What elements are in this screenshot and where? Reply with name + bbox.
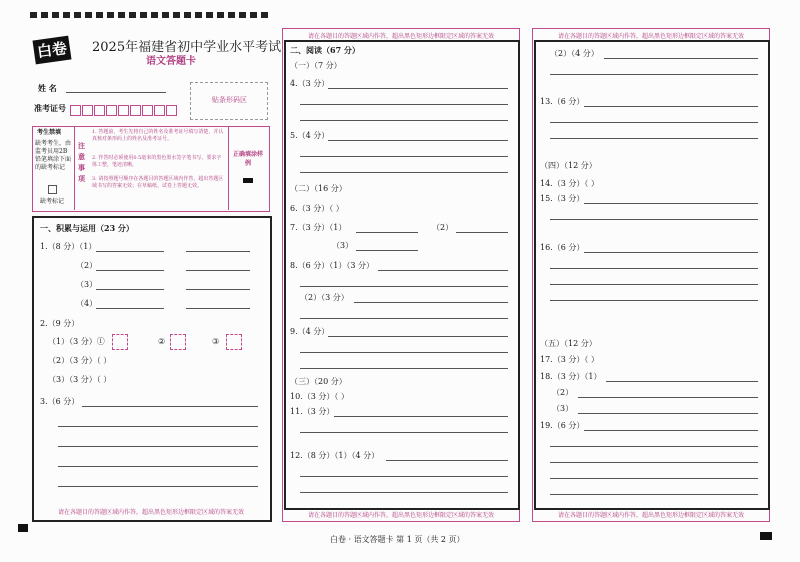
q12-label: 12.（8 分）（1）（4 分） [290,451,380,460]
correct-fill-label: 正确填涂样例 [232,151,263,167]
q5-line-2[interactable] [300,156,508,157]
q19-line-5[interactable] [550,494,758,495]
q13-line-2[interactable] [550,122,758,123]
section-2-title: 二、阅读（67 分） [290,45,360,55]
q8-2-line-1[interactable] [354,302,508,303]
q2-1-char-box-2[interactable] [170,334,186,350]
candidate-id-label: 准考证号 [34,103,66,113]
q12-2-line-1[interactable] [604,58,758,59]
q8-2-line-2[interactable] [300,318,508,319]
q16-label: 16.（6 分） [540,243,585,252]
q3-line-5[interactable] [58,486,258,487]
q18-3-answer[interactable] [578,413,758,414]
q1-3-label: （3） [76,280,98,289]
notice-bottom-right: 请在各题目的答题区域内作答，超出黑色矩形边框限定区域的答案无效 [557,512,744,519]
q9-line-2[interactable] [300,352,508,353]
notice-bottom-middle: 请在各题目的答题区域内作答，超出黑色矩形边框限定区域的答案无效 [307,512,494,519]
q4-line-3[interactable] [300,120,508,121]
q1-1-answer-b[interactable] [186,251,250,252]
q19-line-2[interactable] [550,446,758,447]
q1-2-answer[interactable] [96,270,164,271]
q18-3-label: （3） [552,404,574,413]
q5-label: 5.（4 分） [290,131,330,140]
q13-line-1[interactable] [584,106,758,107]
q1-4-label: （4） [76,299,98,308]
barcode-label: 贴条形码区 [212,96,247,104]
page-footer: 白卷 · 语文答题卡 第 1 页（共 2 页） [330,535,465,544]
q1-3-answer-b[interactable] [186,289,250,290]
q17-label: 17.（3 分）（ ） [540,355,599,364]
q4-line-1[interactable] [328,88,508,89]
q19-line-4[interactable] [550,478,758,479]
q9-line-1[interactable] [328,336,508,337]
q1-label: 1.（8 分）（1） [40,242,97,251]
q12-1-line-2[interactable] [300,476,508,477]
q16-line-3[interactable] [550,284,758,285]
correct-fill-block [228,126,269,210]
notice-top-middle: 请在各题目的答题区域内作答，超出黑色矩形边框限定区域的答案无效 [307,33,494,40]
absentee-checkbox[interactable] [48,185,57,194]
q16-line-2[interactable] [550,268,758,269]
q14-label: 14.（3 分）（ ） [540,179,599,188]
q4-line-2[interactable] [300,104,508,105]
registration-mark-left [18,524,28,532]
section-2-box [284,40,520,510]
q2-3-label: （3）（3 分）（ ） [48,375,112,384]
q12-2-label: （2）（4 分） [550,49,599,58]
q7-label: 7.（3 分）（1） [290,223,347,232]
q8-1-line-1[interactable] [378,270,508,271]
q16-line-4[interactable] [550,300,758,301]
q3-line-1[interactable] [82,406,258,407]
q13-label: 13.（6 分） [540,97,585,106]
name-field[interactable] [66,92,166,93]
q3-line-4[interactable] [58,466,258,467]
q4-label: 4.（3 分） [290,79,330,88]
correct-fill-sample [243,178,253,183]
q5-line-3[interactable] [300,172,508,173]
q7-1-answer[interactable] [356,232,418,233]
q11-line-2[interactable] [300,432,508,433]
paper-badge: 白卷 [33,36,72,65]
q2-1-label: （1）（3 分）① [48,337,105,346]
q2-label: 2.（9 分） [40,319,80,328]
part-2-title: （二）（16 分） [290,184,347,193]
q3-label: 3.（6 分） [40,397,80,406]
q1-4-answer-b[interactable] [186,308,250,309]
part-5-title: （五）（12 分） [540,339,597,348]
q5-line-1[interactable] [328,140,508,141]
q19-line-1[interactable] [584,430,758,431]
q1-2-label: （2） [76,261,98,270]
q16-line-1[interactable] [584,252,758,253]
q12-2-line-2[interactable] [550,74,758,75]
section-1-box [32,216,272,522]
attention-item-2: 2. 作答时必须使用0.5毫米的黑色墨水签字笔书写，要求字体工整，笔迹清晰。 [92,155,222,168]
q19-label: 19.（6 分） [540,421,585,430]
attention-label: 注意事项 [78,141,85,183]
sheet-subtitle: 语文答题卡 [146,56,196,67]
section-3-box [534,40,770,510]
exam-title: 2025年福建省初中学业水平考试 [92,40,282,55]
q9-line-3[interactable] [300,368,508,369]
q11-line-1[interactable] [334,416,508,417]
q2-1-label-b: ② [158,337,166,346]
q2-1-char-box-3[interactable] [226,334,242,350]
q8-1-line-2[interactable] [300,286,508,287]
q3-line-3[interactable] [58,446,258,447]
name-label: 姓 名 [38,83,57,93]
q1-3-answer[interactable] [96,289,164,290]
q7-3-label: （3） [332,241,354,250]
attention-item-3: 3. 请按照题号顺序在各题目的答题区域内作答，超出答题区域书写的答案无效；在草稿纸、试卷上答题无效。 [92,176,224,189]
q12-1-line-3[interactable] [300,492,508,493]
q3-line-2[interactable] [58,426,258,427]
registration-mark-right [760,532,772,540]
q13-line-3[interactable] [550,138,758,139]
section-1-title: 一、积累与运用（23 分） [40,223,134,233]
q2-2-label: （2）（3 分）（ ） [48,356,112,365]
q1-4-answer[interactable] [96,308,164,309]
absentee-header: 考生禁填 [37,129,62,136]
absentee-mark-label: 缺考标记 [40,198,65,205]
q7-2-label: （2） [432,223,454,232]
q18-2-answer[interactable] [578,397,758,398]
q15-label: 15.（3 分） [540,194,585,203]
q15-line-2[interactable] [550,219,758,220]
notice-top-right: 请在各题目的答题区域内作答，超出黑色矩形边框限定区域的答案无效 [557,33,744,40]
top-dash-strip [30,12,268,18]
q12-1-line-1[interactable] [386,460,508,461]
q18-label: 18.（3 分）（1） [540,372,602,381]
q7-2-answer[interactable] [456,232,508,233]
part-3-title: （三）（20 分） [290,377,347,386]
q1-1-answer[interactable] [96,251,164,252]
q10-label: 10.（3 分）（ ） [290,392,349,401]
q9-label: 9.（4 分） [290,327,330,336]
q18-2-label: （2） [552,388,574,397]
q2-1-label-c: ③ [212,337,220,346]
q8-label: 8.（6 分）（1）（3 分） [290,261,374,270]
q1-2-answer-b[interactable] [186,270,250,271]
part-1-title: （一）（7 分） [290,61,342,70]
q7-3-answer[interactable] [356,250,418,251]
q18-1-answer[interactable] [606,381,758,382]
notice-bottom-left: 请在各题目的答题区域内作答，超出黑色矩形边框限定区域的答案无效 [57,509,244,516]
q11-label: 11.（3 分） [290,407,335,416]
absentee-instruction: 缺考考生，由监考员用2B铅笔填涂下面的缺考标记 [35,140,72,171]
candidate-id-boxes[interactable] [70,101,174,113]
attention-item-1: 1. 答题前，考生先将自己的姓名及准考证号填写清楚，并认真核对条形码上的姓名及准考证号。 [92,129,224,142]
q15-line-1[interactable] [584,203,758,204]
q6-label: 6.（3 分）（ ） [290,204,344,213]
part-4-title: （四）（12 分） [540,161,597,170]
q2-1-char-box-1[interactable] [112,334,128,350]
q8-2-label: （2）（3 分） [300,293,349,302]
q19-line-3[interactable] [550,462,758,463]
